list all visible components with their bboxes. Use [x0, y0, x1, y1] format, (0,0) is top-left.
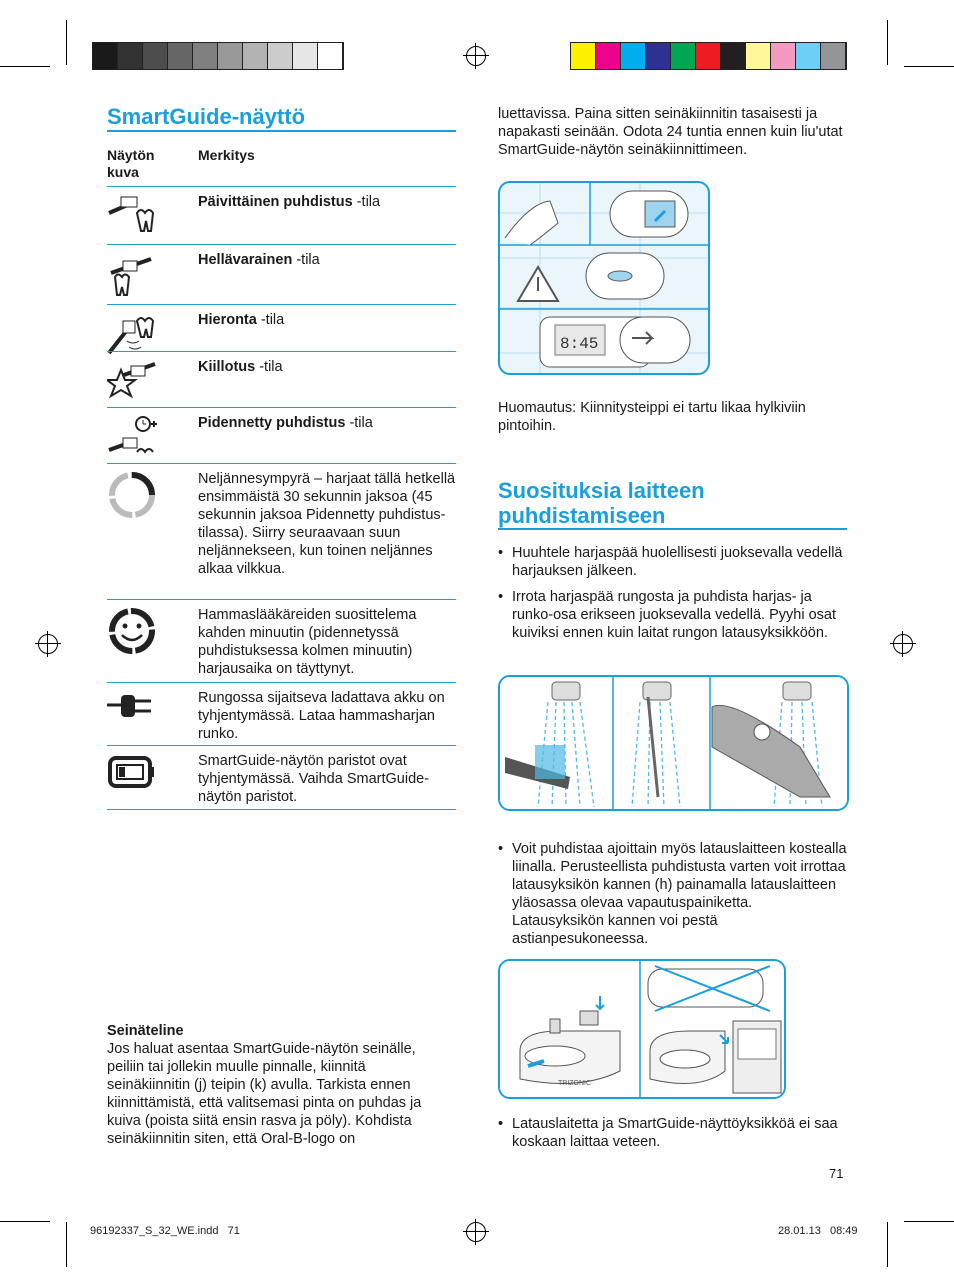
gray-swatch	[118, 43, 143, 69]
extended-clean-icon	[107, 414, 157, 460]
mode-name: Hellävarainen	[198, 252, 293, 268]
table-row	[107, 682, 456, 746]
crop-mark	[0, 66, 50, 67]
table-row	[107, 244, 456, 305]
title-rule	[498, 528, 847, 530]
gray-swatch	[168, 43, 193, 69]
gray-swatch	[318, 43, 343, 69]
crop-mark	[66, 20, 67, 65]
section-title-cleaning: Suosituksia laitteen puhdistamiseen	[498, 478, 705, 528]
color-swatch	[596, 43, 621, 69]
gentle-brush-icon	[107, 251, 157, 297]
row-text: Neljännesympyrä – harjaat tällä hetkellä ensimmäistä 30 sekunnin jaksoa (45 sekunnin jaksoa Pidennetty puhdistus-tilassa). Siirry seuraavaan suun neljännekseen, kun toinen neljännes alkaa vilkkua.	[198, 471, 456, 577]
wall-text: Jos haluat asentaa SmartGuide-näytön seinälle, peiliin tai jollekin muulle pinnalle, kiinnitä seinäkiinnitin (j) teipin (k) avulla. Tarkista ennen kiinnittämistä, että valitsemasi pinta on puhdas ja kuiva (poista siitä ensin rasva ja pöly). Kohdista seinäkiinnitin siten, että Oral-B-logo on	[107, 1041, 422, 1147]
color-swatch	[646, 43, 671, 69]
row-meaning	[198, 414, 456, 432]
table-row	[107, 745, 456, 810]
wall-mount-illustration	[500, 183, 708, 373]
row-text: Rungossa sijaitseva ladattava akku on tyhjentymässä. Lataa hammasharjan runko.	[198, 690, 445, 742]
registration-mark	[466, 1222, 486, 1242]
crop-mark	[904, 1221, 954, 1222]
continued-text: luettavissa. Paina sitten seinäkiinnitin tasaisesti ja napakasti seinään. Odota 24 tuntia ennen kuin liu'utat SmartGuide-näytön seinäkiinnittimeen.	[498, 106, 843, 158]
mode-name: Päivittäinen puhdistus	[198, 194, 353, 210]
table-row	[107, 407, 456, 464]
registration-mark	[38, 634, 58, 654]
footer-date: 28.01.13 08:49	[778, 1225, 858, 1237]
smiley-icon	[107, 606, 157, 652]
table-row	[107, 599, 456, 683]
crop-mark	[887, 1222, 888, 1267]
row-text: Hammaslääkäreiden suosittelema kahden minuutin (pidennetyssä puhdistuksessa kolmen minuutin) harjausaika on täyttynyt.	[198, 607, 417, 677]
display-readout: 8:45	[560, 335, 599, 353]
crop-mark	[904, 66, 954, 67]
mode-name: Pidennetty puhdistus	[198, 415, 346, 431]
gray-swatch	[218, 43, 243, 69]
table-header-meaning: Merkitys	[198, 147, 255, 163]
color-swatch	[796, 43, 821, 69]
bullet-item: • Voit puhdistaa ajoittain myös latauslaitteen kostealla liinalla. Perusteellista puhdistusta varten voit irrottaa latausyksikön kannen (h) painamalla latauslaitteen yläosassa olevaa vapautuspainiketta. Latausyksikön kannen voi pestä astianpesukoneessa.	[498, 840, 848, 948]
table-row	[107, 304, 456, 352]
table-row	[107, 351, 456, 408]
table-row	[107, 463, 456, 600]
table-bottom-rule	[107, 809, 456, 810]
charger-figure	[498, 959, 786, 1099]
row-text: -tila	[292, 252, 320, 268]
color-swatch	[671, 43, 696, 69]
section-title-smartguide: SmartGuide-näyttö	[107, 104, 306, 129]
charger-illustration	[500, 961, 784, 1097]
row-meaning	[198, 752, 456, 806]
color-swatch	[571, 43, 596, 69]
page-number: 71	[829, 1166, 844, 1181]
gray-swatch	[93, 43, 118, 69]
color-swatch	[821, 43, 846, 69]
bullet-item: • Irrota harjaspää rungosta ja puhdista harjas- ja runko-osa erikseen juoksevalla vedellä. Pyyhi osat kuiviksi ennen kuin laitat rungon latausyksikköön.	[498, 588, 848, 642]
battery-icon	[107, 752, 157, 798]
crop-mark	[0, 1221, 50, 1222]
table-row	[107, 186, 456, 245]
color-swatch	[746, 43, 771, 69]
row-text: -tila	[352, 194, 381, 210]
quadrant-circle-icon	[107, 470, 157, 516]
row-meaning	[198, 470, 456, 578]
gray-swatch	[193, 43, 218, 69]
row-text: -tila	[256, 312, 285, 328]
row-meaning	[198, 689, 456, 743]
bullet-item: • Latauslaitetta ja SmartGuide-näyttöyksikköä ei saa koskaan laittaa veteen.	[498, 1115, 848, 1151]
table-header-image: Näytön kuva	[107, 147, 155, 180]
color-swatch	[771, 43, 796, 69]
polish-brush-icon	[107, 358, 157, 404]
row-meaning	[198, 193, 456, 211]
color-swatch	[696, 43, 721, 69]
crop-mark	[887, 20, 888, 65]
row-text: SmartGuide-näytön paristot ovat tyhjentymässä. Vaihda SmartGuide-näytön paristot.	[198, 753, 430, 805]
mode-name: Kiillotus	[198, 359, 256, 375]
rinse-illustration	[500, 677, 847, 809]
color-swatch	[621, 43, 646, 69]
brush-tooth-icon	[107, 193, 157, 239]
gray-swatch	[243, 43, 268, 69]
row-meaning	[198, 606, 456, 678]
gray-swatch	[293, 43, 318, 69]
title-rule	[107, 130, 456, 132]
rinse-figure	[498, 675, 849, 811]
wall-heading: Seinäteline	[107, 1023, 184, 1039]
registration-mark	[893, 634, 913, 654]
low-battery-plug-icon	[107, 689, 157, 735]
row-text: -tila	[345, 415, 373, 431]
footer-file: 96192337_S_32_WE.indd 71	[90, 1225, 240, 1237]
gray-swatch	[268, 43, 293, 69]
color-swatch	[721, 43, 746, 69]
color-calibration-bar	[570, 42, 847, 70]
bullet-item: • Huuhtele harjaspää huolellisesti juoksevalla vedellä harjauksen jälkeen.	[498, 544, 848, 580]
registration-mark	[466, 46, 486, 66]
row-meaning	[198, 358, 456, 376]
gray-swatch	[143, 43, 168, 69]
mode-name: Hieronta	[198, 312, 257, 328]
row-meaning	[198, 251, 456, 269]
charger-brand-label: TRIZONIC	[558, 1080, 592, 1087]
gray-calibration-bar	[92, 42, 344, 70]
crop-mark	[66, 1222, 67, 1267]
row-text: -tila	[255, 359, 283, 375]
adhesive-note: Huomautus: Kiinnitysteippi ei tartu likaa hylkiviin pintoihin.	[498, 400, 806, 434]
row-meaning	[198, 311, 456, 329]
wall-mount-figure	[498, 181, 710, 375]
